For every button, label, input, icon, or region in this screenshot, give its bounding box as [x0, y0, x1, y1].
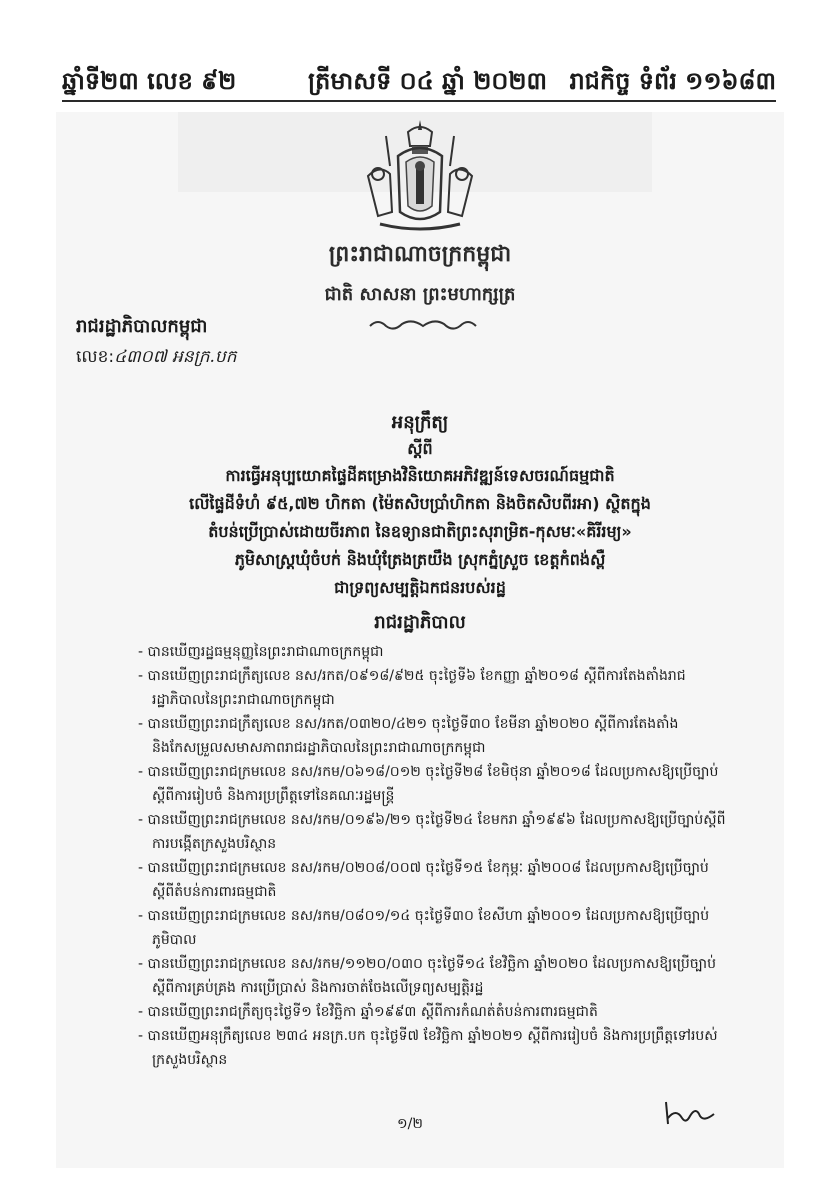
consideration-item: - បានឃើញព្រះរាជក្រមលេខ នស/រកម/០៦១៨/០១២ ចុះថ្ងៃទី២៨ ខែមិថុនា ឆ្នាំ២០១៨ ដែលប្រកាសឱ្យប្រើច្បាប់ស្តីពីការរៀបចំ និងការប្រព្រឹត្តទៅនៃគណៈរដ្ឋមន្ត្រី [138, 760, 726, 808]
page-number: ១/២ [397, 1116, 423, 1132]
kingdom-name: ព្រះរាជាណាចក្រកម្ពុជា [328, 242, 512, 267]
national-motto: ជាតិ សាសនា ព្រះមហាក្សត្រ [324, 284, 516, 305]
title-line: លើផ្ទៃដីទំហំ ៩៥,៧២ ហិកតា (ម៉ៃតសិបប្រាំហិកតា និងចិតសិបពីរអា) ស្ថិតក្នុង [189, 494, 651, 513]
header-rule [62, 100, 776, 102]
ornament-divider-icon [368, 318, 478, 332]
reference-label: លេខ: [76, 347, 115, 367]
consideration-item: - បានឃើញព្រះរាជក្រឹត្យលេខ នស/រកត/០៣២០/៤២១ ចុះថ្ងៃទី៣០ ខែមីនា ឆ្នាំ២០២០ ស្តីពីការតែងតាំងនិងកែសម្រួលសមាសភាពរាជរដ្ឋាភិបាលនៃព្រះរាជាណាចក្រកម្ពុជា [138, 712, 726, 760]
title-line: តំបន់ប្រើប្រាស់ដោយចីរភាព នៃឧទ្យានជាតិព្រះសុរាម្រិត-កុសមៈ«គិរីរម្យ» [208, 522, 632, 541]
consideration-item: - បានឃើញអនុក្រឹត្យលេខ ២៣៤ អនក្រ.បក ចុះថ្ងៃទី៧ ខែវិច្ឆិកា ឆ្នាំ២០២១ ស្តីពីការរៀបចំ និងការប្រព្រឹត្តទៅរបស់ក្រសួងបរិស្ថាន [138, 1024, 726, 1072]
title-line: ជាទ្រព្យសម្បត្តិឯកជនរបស់រដ្ឋ [334, 578, 506, 597]
gazette-year-issue: ឆ្នាំទី២៣ លេខ ៩២ [62, 67, 237, 95]
consideration-item: - បានឃើញព្រះរាជក្រឹត្យលេខ នស/រកត/០៩១៨/៩២៥ ចុះថ្ងៃទី៦ ខែកញ្ញា ឆ្នាំ២០១៨ ស្តីពីការតែងតាំងរាជរដ្ឋាភិបាលនៃព្រះរាជាណាចក្រកម្ពុជា [138, 664, 726, 712]
handwritten-initial-icon [660, 1098, 720, 1128]
consideration-item: - បានឃើញព្រះរាជក្រមលេខ នស/រកម/០៨០១/១៤ ចុះថ្ងៃទី៣០ ខែសីហា ឆ្នាំ២០០១ ដែលប្រកាសឱ្យប្រើច្បាប់ភូមិបាល [138, 904, 726, 952]
title-line: ការធ្វើអនុប្បយោគផ្ទៃដីគម្រោងវិនិយោគអភិវឌ្ឍន៍ទេសចរណ៍ធម្មជាតិ [225, 466, 615, 485]
issuing-government: រាជរដ្ឋាភិបាលកម្ពុជា [76, 316, 208, 337]
document-title [56, 462, 784, 602]
gazette-header [62, 60, 776, 100]
consideration-item: - បានឃើញព្រះរាជក្រមលេខ នស/រកម/០២០៨/០០៧ ចុះថ្ងៃទី១៥ ខែកុម្ភៈ ឆ្នាំ២០០៨ ដែលប្រកាសឱ្យប្រើច្បាប់ស្តីពីតំបន់ការពារធម្មជាតិ [138, 856, 726, 904]
document-type: អនុក្រឹត្យ [391, 412, 449, 433]
consideration-item: - បានឃើញព្រះរាជក្រមលេខ នស/រកម/០១៩៦/២១ ចុះថ្ងៃទី២៤ ខែមករា ឆ្នាំ១៩៩៦ ដែលប្រកាសឱ្យប្រើច្បាប់ស្តីពីការបង្កើតក្រសួងបរិស្ថាន [138, 808, 726, 856]
government-heading: រាជរដ្ឋាភិបាល [374, 612, 466, 633]
considerations-list [138, 640, 726, 1072]
reference-handwritten: ៤៣០៧ អនក្រ.បក [114, 347, 237, 367]
gazette-quarter: ត្រីមាសទី ០៤ ឆ្នាំ ២០២៣ [308, 67, 548, 95]
consideration-item: - បានឃើញព្រះរាជក្រមលេខ នស/រកម/១១២០/០៣០ ចុះថ្ងៃទី១៤ ខែវិច្ឆិកា ឆ្នាំ២០២០ ដែលប្រកាសឱ្យប្រើច្បាប់ស្តីពីការគ្រប់គ្រង ការប្រើប្រាស់ និងការចាត់ចែងលើទ្រព្យសម្បត្តិរដ្ឋ [138, 952, 726, 1000]
consideration-item: - បានឃើញព្រះរាជក្រឹត្យចុះថ្ងៃទី១ ខែវិច្ឆិកា ឆ្នាំ១៩៩៣ ស្តីពីការកំណត់តំបន់ការពារធម្មជាតិ [138, 1000, 726, 1024]
gazette-page: រាជកិច្ច ទំព័រ ១១៦៨៣ [569, 67, 776, 95]
reference-number [76, 346, 236, 371]
title-line: ភូមិសាស្ត្រឃុំចំបក់ និងឃុំត្រែងត្រយឹង ស្រុកភ្នំស្រួច ខេត្តកំពង់ស្ពឺ [234, 550, 606, 569]
about-label: ស្តីពី [407, 439, 433, 458]
royal-arms-emblem-icon [360, 116, 480, 238]
consideration-item: - បានឃើញរដ្ឋធម្មនុញ្ញនៃព្រះរាជាណាចក្រកម្ពុជា [138, 640, 726, 664]
